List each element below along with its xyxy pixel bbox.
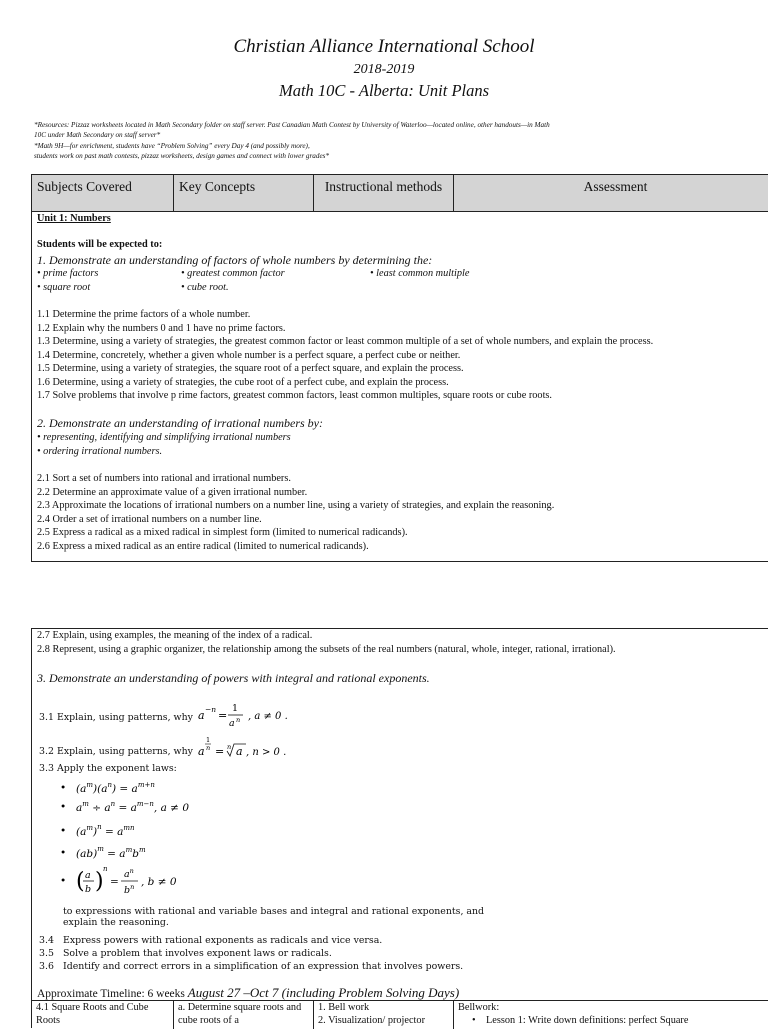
item-3-6-number: 3.6 <box>39 961 54 972</box>
bullet-cube-root: • cube root. <box>181 282 229 293</box>
exponent-laws-list <box>54 774 314 904</box>
item-2-3: 2.3 Approximate the locations of irrational numbers on a number line, using a variety of strategies, and explain the reasoning. <box>37 500 555 511</box>
item-1-3: 1.3 Determine, using a variety of strategies, the greatest common factor or least common multiple of a set of whole numbers, and explain the process. <box>37 336 654 347</box>
item-3-5-number: 3.5 <box>39 948 54 959</box>
svg-text:an: $a^n$ <box>124 867 134 880</box>
item-3-2-number: 3.2 <box>39 746 54 757</box>
bullet-lcm: • least common multiple <box>370 268 470 279</box>
timeline-label: Approximate Timeline: 6 weeks <box>37 988 185 1000</box>
item-3-6-text: Identify and correct errors in a simplification of an expression that involves powers. <box>63 961 464 972</box>
svg-text:=: = <box>218 709 228 722</box>
apply-expressions-line-2: explain the reasoning. <box>63 917 169 928</box>
item-1-7: 1.7 Solve problems that involve p rime factors, greatest common factors, least common multiples, square roots or cube roots. <box>37 390 553 401</box>
item-3-5-text: Solve a problem that involves exponent laws or radicals. <box>63 948 332 959</box>
item-2-2: 2.2 Determine an approximate value of a given irrational number. <box>37 486 308 498</box>
svg-text:n: n <box>103 865 108 873</box>
item-2-1: 2.1 Sort a set of numbers into rational and irrational numbers. <box>37 473 291 484</box>
item-1-2: 1.2 Explain why the numbers 0 and 1 have no prime factors. <box>37 322 286 334</box>
resources-line-2: 10C under Math Secondary on staff server* <box>34 131 161 140</box>
item-3-4-number: 3.4 <box>39 935 54 946</box>
item-3-3-number: 3.3 <box>39 763 54 774</box>
svg-text:=: = <box>110 876 119 888</box>
unit-plan-table <box>31 174 768 562</box>
item-1-4: 1.4 Determine, concretely, whether a given whole number is a perfect square, a perfect cube or neither. <box>37 349 461 361</box>
resources-line-4: students work on past math contests, pizzaz worksheets, design games and connect with lower grades* <box>34 151 330 160</box>
svg-text:a: a <box>198 709 205 722</box>
svg-text:•: • <box>60 801 67 813</box>
school-name: Christian Alliance International School <box>233 36 535 57</box>
svg-text:•: • <box>60 847 67 859</box>
svg-text:−n: −n <box>205 705 217 714</box>
unit-title: Unit 1: Numbers <box>37 213 111 224</box>
svg-text:1: 1 <box>232 703 239 714</box>
item-3-2-text: Explain, using patterns, why <box>57 746 193 757</box>
resources-note <box>34 120 754 161</box>
svg-text:n: n <box>236 716 241 724</box>
svg-text:a: a <box>198 745 205 758</box>
outcome-1: 1. Demonstrate an understanding of factors of whole numbers by determining the: <box>37 253 433 267</box>
row-4-1-assessment-heading: Bellwork: <box>458 1002 500 1013</box>
item-1-6: 1.6 Determine, using a variety of strategies, the cube root of a perfect cube, and explain the process. <box>37 376 449 388</box>
svg-text:): ) <box>95 869 104 894</box>
item-3-1-number: 3.1 <box>39 712 54 723</box>
svg-text:•: • <box>60 875 67 887</box>
svg-text:, b ≠ 0: , b ≠ 0 <box>141 876 177 888</box>
item-2-7: 2.7 Explain, using examples, the meaning of the index of a radical. <box>37 630 313 641</box>
row-4-1 <box>32 1000 768 1029</box>
svg-text:bn: $b^n$ <box>124 883 135 896</box>
svg-text:(am)n = amn: $(a^m)^n = a^{mn}$ <box>76 823 135 838</box>
svg-text:, n > 0 .: , n > 0 . <box>246 747 287 758</box>
outcome-3: 3. Demonstrate an understanding of powers with integral and rational exponents. <box>37 671 430 685</box>
svg-text:•: • <box>60 782 67 794</box>
header-key-concepts: Key Concepts <box>174 175 314 211</box>
row-4-1-assessment-text: Lesson 1: Write down definitions: perfect Square <box>486 1015 689 1026</box>
outcome-2: 2. Demonstrate an understanding of irrational numbers by: <box>37 416 323 430</box>
formula-negative-exponent <box>198 701 296 731</box>
resources-line-3: *Math 9H—for enrichment, students have “Problem Solving” every Day 4 (and possibly more), <box>34 141 310 150</box>
item-1-5: 1.5 Determine, using a variety of strategies, the square root of a perfect square, and explain the process. <box>37 363 464 374</box>
formula-rational-exponent <box>198 733 310 763</box>
svg-text:a: a <box>236 745 243 758</box>
svg-text:n: n <box>227 743 232 751</box>
expected-label: Students will be expected to: <box>37 239 163 250</box>
svg-text:a: a <box>85 870 91 881</box>
school-year: 2018-2019 <box>353 62 415 77</box>
svg-text:n: n <box>206 744 211 752</box>
svg-text:1: 1 <box>206 736 211 744</box>
header-assessment: Assessment <box>454 175 768 211</box>
item-2-5: 2.5 Express a radical as a mixed radical in simplest form (limited to numerical radicands). <box>37 527 408 538</box>
svg-text:b: b <box>85 884 92 895</box>
plan-title: Math 10C - Alberta: Unit Plans <box>278 81 490 100</box>
svg-text:a: a <box>229 718 235 729</box>
svg-text:•: • <box>60 825 67 837</box>
header-subjects-covered: Subjects Covered <box>32 175 174 211</box>
item-2-4: 2.4 Order a set of irrational numbers on a number line. <box>37 513 262 525</box>
timeline-dates: August 27 –Oct 7 (including Problem Solving Days) <box>187 985 460 1000</box>
row-4-1-assessment-item <box>458 1014 768 1027</box>
bullet-square-root: • square root <box>37 282 91 293</box>
item-3-4-text: Express powers with rational exponents as radicals and vice versa. <box>63 935 383 946</box>
svg-text:am ÷ an = am−n, a ≠ 0: $a^m \div a^n = a^{m-n}$, a ≠ 0 <box>76 800 189 814</box>
bullet-prime-factors: • prime factors <box>37 268 99 279</box>
item-2-8: 2.8 Represent, using a graphic organizer, the relationship among the subsets of the real numbers (natural, whole, integer, rational, irrational). <box>37 644 616 655</box>
bullet-representing: • representing, identifying and simplifying irrational numbers <box>37 432 291 443</box>
row-4-1-assessment <box>454 1001 768 1029</box>
svg-text:=: = <box>215 745 225 758</box>
timeline <box>37 985 459 1001</box>
resources-line-1: *Resources: Pizzaz worksheets located in Math Secondary folder on staff server. Past Canadian Math Contest by University of Waterloo—located online, other handouts—in Math <box>34 121 550 129</box>
svg-text:, a ≠ 0 .: , a ≠ 0 . <box>248 711 288 722</box>
header-instructional-methods: Instructional methods <box>314 175 454 211</box>
item-3-1-text: Explain, using patterns, why <box>57 712 193 723</box>
bullet-gcf: • greatest common factor <box>181 268 285 279</box>
svg-text:(ab)m = ambm: $(ab)^m = a^mb^m$ <box>76 845 146 860</box>
row-4-1-subject: 4.1 Square Roots and Cube Roots <box>32 1001 174 1029</box>
bullet-ordering: • ordering irrational numbers. <box>37 446 163 457</box>
item-2-6: 2.6 Express a mixed radical as an entire radical (limited to numerical radicands). <box>37 540 369 552</box>
row-4-1-concept: a. Determine square roots and cube roots of a <box>174 1001 314 1029</box>
apply-expressions-line-1: to expressions with rational and variable bases and integral and rational exponents, and <box>63 906 485 917</box>
svg-text:(am)(an) = am+n: $(a^m)(a^n) = a^{m+n}$ <box>76 781 155 795</box>
unit-plan-table-continued <box>31 628 768 1028</box>
row-4-1-method: 1. Bell work 2. Visualization/ projector <box>314 1001 454 1029</box>
bullet-icon: • <box>472 1015 476 1026</box>
item-3-3-text: Apply the exponent laws: <box>57 763 177 774</box>
header-divider <box>32 211 768 212</box>
svg-text:(: ( <box>76 869 85 894</box>
item-1-1: 1.1 Determine the prime factors of a whole number. <box>37 309 251 320</box>
